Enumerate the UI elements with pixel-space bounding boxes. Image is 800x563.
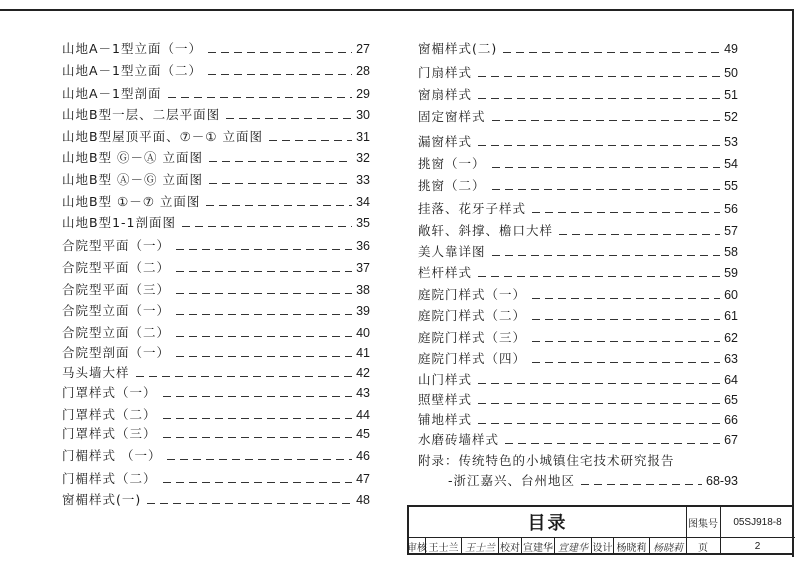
toc-entry-title: 栏杆样式	[418, 265, 473, 280]
toc-entry-title: 山地A－1型剖面	[62, 86, 162, 101]
toc-leader-dashes	[503, 52, 720, 53]
toc-leader-dashes	[478, 423, 720, 424]
toc-entry-title: 水磨砖墙样式	[418, 432, 500, 447]
toc-entry-title: 合院型平面（二）	[62, 260, 171, 275]
toc-entry-page: 32	[356, 151, 370, 165]
toc-entry-title: 挑窗（二）	[418, 178, 486, 193]
toc-entry-title: 山地A－1型立面（二）	[62, 63, 203, 78]
toc-entry-title: -浙江嘉兴、台州地区	[448, 473, 576, 488]
toc-entry	[418, 222, 738, 240]
toc-entry-page: 36	[356, 239, 370, 253]
toc-entry	[448, 472, 738, 490]
toc-entry-page: 59	[724, 266, 738, 280]
atlas-number-label: 图集号	[688, 518, 718, 530]
toc-entry	[418, 264, 738, 282]
toc-entry-page: 65	[724, 393, 738, 407]
appendix-title: 附录：传统特色的小城镇住宅技术研究报告	[418, 453, 675, 468]
toc-entry-title: 门罩样式（二）	[62, 407, 157, 422]
toc-entry-title: 合院型立面（二）	[62, 325, 171, 340]
toc-entry-page: 35	[356, 216, 370, 230]
toc-entry-page: 57	[724, 224, 738, 238]
toc-entry-page: 55	[724, 179, 738, 193]
toc-leader-dashes	[176, 356, 352, 357]
toc-entry-title: 山地B型屋顶平面、⑦－① 立面图	[62, 129, 263, 144]
toc-entry-page: 42	[356, 366, 370, 380]
design-label: 设计	[592, 538, 614, 555]
toc-entry-page: 34	[356, 195, 370, 209]
toc-entry	[62, 171, 370, 189]
toc-entry	[418, 307, 738, 325]
toc-entry-page: 39	[356, 304, 370, 318]
toc-entry	[418, 329, 738, 347]
toc-entry-page: 37	[356, 261, 370, 275]
toc-leader-dashes	[478, 403, 720, 404]
toc-leader-dashes	[208, 52, 352, 53]
toc-entry	[62, 106, 370, 124]
toc-entry-title: 庭院门样式（四）	[418, 351, 527, 366]
toc-entry-page: 38	[356, 283, 370, 297]
toc-entry	[418, 286, 738, 304]
toc-entry-title: 山地B型1-1剖面图	[62, 215, 176, 230]
toc-leader-dashes	[163, 437, 353, 438]
toc-entry-page: 43	[356, 386, 370, 400]
review-label: 审核	[409, 538, 426, 555]
toc-entry	[62, 259, 370, 277]
toc-entry	[62, 302, 370, 320]
toc-entry-title: 美人靠详图	[418, 244, 486, 259]
toc-entry-page: 27	[356, 42, 370, 56]
atlas-number: 05SJ918-8	[733, 516, 782, 528]
toc-leader-dashes	[532, 212, 720, 213]
toc-entry-title: 山地B型 Ⓖ－Ⓐ 立面图	[62, 150, 204, 165]
toc-entry-title: 山地B型 Ⓐ－Ⓖ 立面图	[62, 172, 204, 187]
toc-entry-page: 46	[356, 449, 370, 463]
toc-entry-title: 窗楣样式(二)	[418, 41, 498, 56]
toc-entry	[418, 86, 738, 104]
toc-entry-page: 51	[724, 88, 738, 102]
toc-entry	[62, 128, 370, 146]
toc-leader-dashes	[532, 341, 720, 342]
toc-entry-page: 64	[724, 373, 738, 387]
toc-leader-dashes	[478, 98, 720, 99]
frame-top-border	[0, 9, 794, 11]
toc-entry	[62, 193, 370, 211]
toc-entry-title: 门扇样式	[418, 65, 473, 80]
toc-leader-dashes	[182, 226, 352, 227]
toc-entry-title: 合院型剖面（一）	[62, 345, 171, 360]
toc-leader-dashes	[208, 74, 352, 75]
toc-leader-dashes	[167, 459, 352, 460]
toc-entry-title: 山地B型一层、二层平面图	[62, 107, 221, 122]
toc-entry-page: 56	[724, 202, 738, 216]
toc-leader-dashes	[206, 205, 352, 206]
toc-entry-title: 挑窗（一）	[418, 156, 486, 171]
toc-entry-page: 29	[356, 87, 370, 101]
toc-leader-dashes	[492, 255, 721, 256]
toc-entry-page: 45	[356, 427, 370, 441]
reviewer-name: 王士兰	[426, 538, 462, 555]
designer-name: 杨晓莉	[614, 538, 650, 555]
toc-leader-dashes	[478, 276, 720, 277]
toc-entry-title: 门楣样式（二）	[62, 471, 157, 486]
toc-entry	[418, 177, 738, 195]
toc-entry	[62, 425, 370, 443]
toc-entry-title: 漏窗样式	[418, 134, 473, 149]
toc-leader-dashes	[532, 298, 720, 299]
toc-leader-dashes	[559, 234, 720, 235]
toc-leader-dashes	[176, 293, 352, 294]
toc-leader-dashes	[176, 314, 352, 315]
toc-leader-dashes	[176, 336, 352, 337]
toc-leader-dashes	[147, 503, 352, 504]
toc-entry-title: 门罩样式（三）	[62, 426, 157, 441]
toc-entry-page: 31	[356, 130, 370, 144]
toc-entry-page: 50	[724, 66, 738, 80]
page-number: 2	[754, 541, 761, 552]
toc-leader-dashes	[492, 120, 721, 121]
drawing-title: 目录	[527, 513, 568, 534]
toc-entry-title: 窗楣样式(一)	[62, 492, 142, 507]
toc-leader-dashes	[176, 271, 352, 272]
toc-entry	[418, 200, 738, 218]
toc-entry	[418, 40, 738, 58]
title-block	[407, 505, 793, 555]
reviewer-signature: 王士兰	[462, 538, 499, 555]
toc-entry	[62, 62, 370, 80]
toc-entry	[418, 243, 738, 261]
toc-entry-page: 68-93	[706, 474, 738, 488]
toc-entry	[418, 391, 738, 409]
toc-entry-page: 33	[356, 173, 370, 187]
toc-entry	[62, 491, 370, 509]
toc-entry-page: 53	[724, 135, 738, 149]
toc-leader-dashes	[226, 118, 352, 119]
toc-leader-dashes	[478, 145, 720, 146]
toc-entry	[62, 344, 370, 362]
toc-entry-title: 合院型平面（一）	[62, 238, 171, 253]
toc-entry	[62, 447, 370, 465]
toc-entry	[418, 371, 738, 389]
checker-name: 宣建华	[522, 538, 555, 555]
checker-signature: 宣建华	[555, 538, 592, 555]
toc-entry-title: 挂落、花牙子样式	[418, 201, 527, 216]
toc-entry-page: 61	[724, 309, 738, 323]
toc-entry-title: 山门样式	[418, 372, 473, 387]
toc-entry-page: 44	[356, 408, 370, 422]
toc-leader-dashes	[505, 443, 720, 444]
toc-entry-page: 63	[724, 352, 738, 366]
toc-entry-title: 马头墙大样	[62, 365, 130, 380]
toc-entry-title: 山地B型 ①－⑦ 立面图	[62, 194, 201, 209]
toc-entry-page: 28	[356, 64, 370, 78]
toc-entry-page: 54	[724, 157, 738, 171]
toc-entry-title: 合院型平面（三）	[62, 282, 171, 297]
toc-entry	[62, 149, 370, 167]
toc-entry-title: 合院型立面（一）	[62, 303, 171, 318]
toc-entry	[418, 431, 738, 449]
toc-entry-page: 41	[356, 346, 370, 360]
toc-leader-dashes	[163, 396, 353, 397]
toc-entry-title: 固定窗样式	[418, 109, 486, 124]
toc-entry	[62, 40, 370, 58]
toc-leader-dashes	[163, 418, 353, 419]
toc-leader-dashes	[532, 362, 720, 363]
toc-entry-title: 敞轩、斜撑、檐口大样	[418, 223, 554, 238]
toc-leader-dashes	[176, 249, 352, 250]
toc-leader-dashes	[168, 97, 353, 98]
toc-entry	[418, 108, 738, 126]
toc-entry-title: 山地A－1型立面（一）	[62, 41, 203, 56]
toc-entry-title: 照壁样式	[418, 392, 473, 407]
toc-entry-page: 40	[356, 326, 370, 340]
toc-leader-dashes	[492, 189, 721, 190]
toc-entry-page: 30	[356, 108, 370, 122]
toc-entry	[418, 350, 738, 368]
toc-leader-dashes	[209, 161, 352, 162]
toc-leader-dashes	[136, 376, 353, 377]
toc-entry	[62, 324, 370, 342]
page-label: 页	[698, 543, 708, 554]
toc-entry-title: 门罩样式（一）	[62, 385, 157, 400]
toc-entry	[418, 64, 738, 82]
toc-leader-dashes	[209, 183, 352, 184]
toc-entry	[62, 281, 370, 299]
toc-entry-title: 铺地样式	[418, 412, 473, 427]
toc-entry	[418, 133, 738, 151]
toc-entry	[62, 470, 370, 488]
toc-entry	[62, 364, 370, 382]
toc-entry-title: 庭院门样式（一）	[418, 287, 527, 302]
toc-entry-title: 庭院门样式（二）	[418, 308, 527, 323]
toc-entry-page: 52	[724, 110, 738, 124]
toc-entry-page: 66	[724, 413, 738, 427]
toc-leader-dashes	[532, 319, 720, 320]
toc-leader-dashes	[269, 140, 352, 141]
toc-leader-dashes	[581, 484, 702, 485]
check-label: 校对	[499, 538, 522, 555]
toc-leader-dashes	[478, 383, 720, 384]
frame-right-border	[792, 9, 794, 557]
toc-entry	[62, 237, 370, 255]
toc-leader-dashes	[163, 482, 353, 483]
toc-entry-page: 48	[356, 493, 370, 507]
toc-entry-title: 门楣样式 （一）	[62, 448, 162, 463]
toc-entry-page: 49	[724, 42, 738, 56]
toc-entry-page: 60	[724, 288, 738, 302]
toc-entry	[62, 214, 370, 232]
toc-entry	[418, 411, 738, 429]
toc-entry-page: 67	[724, 433, 738, 447]
toc-entry	[62, 406, 370, 424]
toc-entry-page: 62	[724, 331, 738, 345]
toc-entry	[418, 155, 738, 173]
toc-entry-title: 窗扇样式	[418, 87, 473, 102]
toc-leader-dashes	[492, 167, 721, 168]
toc-entry-page: 47	[356, 472, 370, 486]
toc-entry	[62, 85, 370, 103]
designer-signature: 杨晓莉	[653, 543, 683, 554]
toc-entry-page: 58	[724, 245, 738, 259]
toc-entry-title: 庭院门样式（三）	[418, 330, 527, 345]
toc-entry	[62, 384, 370, 402]
toc-leader-dashes	[478, 76, 720, 77]
